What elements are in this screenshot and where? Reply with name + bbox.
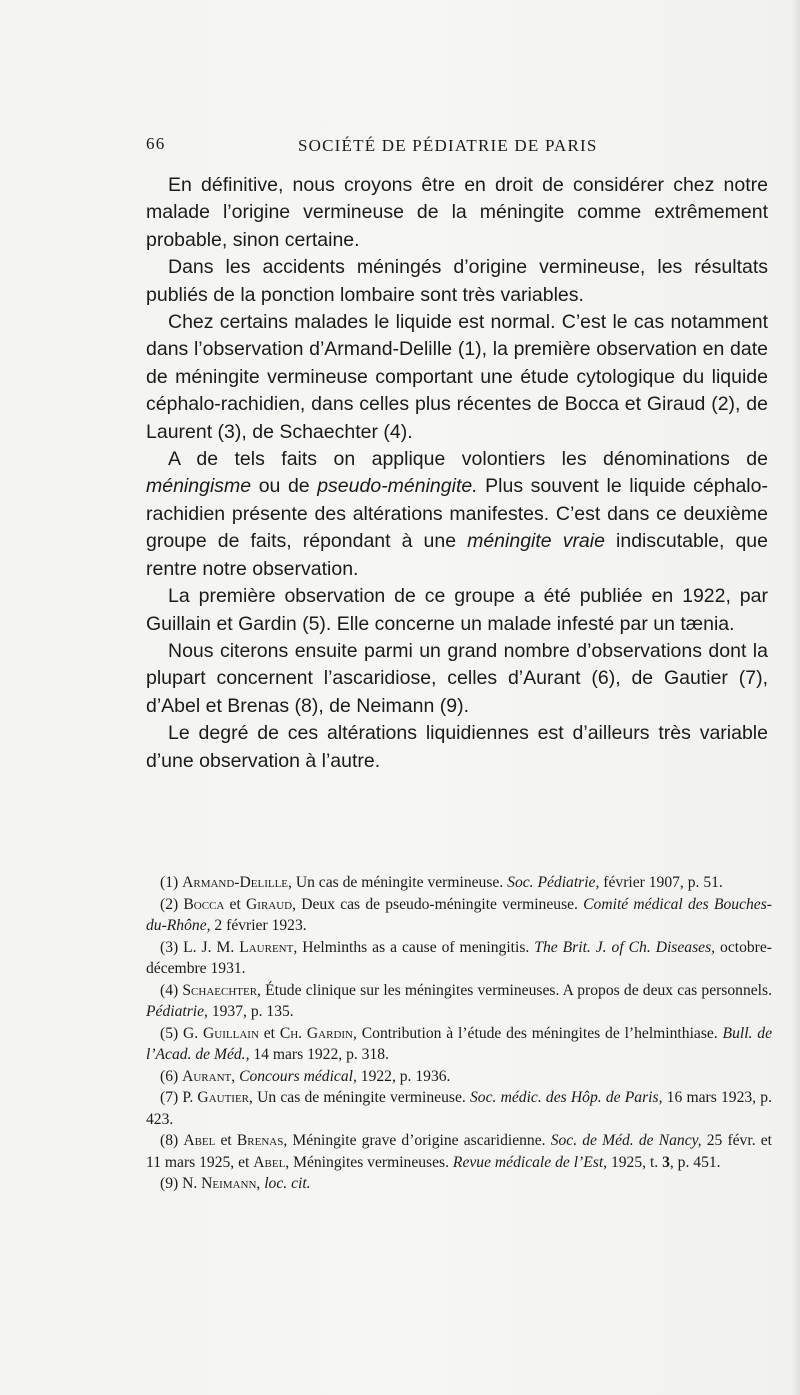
text-run: Le degré de ces altérations liquidiennes est d’ailleurs très variable d’une observation à l’autre. [146, 722, 768, 772]
text-run: octobre-décembre 1931. [146, 938, 772, 977]
italic-text: Comité médical des Bouches-du-Rhône, [146, 895, 772, 934]
footnote [146, 980, 772, 1023]
text-run: février 1907, p. 51. [599, 874, 723, 891]
author-name: P. Gautier, [182, 1089, 253, 1106]
text-run: 1925, t. [607, 1153, 663, 1171]
text-run: Dans les accidents méningés d’origine vermineuse, les résultats publiés de la ponction lombaire sont très variables. [146, 256, 768, 306]
text-run: Nous citerons ensuite parmi un grand nombre d’observations dont la plupart concernent l’ascaridiose, celles d’Aurant (6), de Gautier (7), d’Abel et Brenas (8), de Neimann (9). [146, 639, 768, 717]
text-run: Plus souvent le liquide céphalo-rachidien présente des altérations manifestes. C’est dans ce deuxième groupe de faits, répondant à une [146, 475, 768, 553]
text-run: Deux cas de pseudo-méningite vermineuse. [296, 895, 584, 913]
body-text [146, 172, 768, 775]
author-name: Ch. Gardin, [279, 1024, 357, 1042]
author-name: Armand-Delille, [182, 874, 292, 891]
text-run: Méningites vermineuses. [289, 1153, 453, 1171]
text-run: ou de [251, 475, 318, 498]
text-run: 1937, p. 135. [207, 1003, 294, 1020]
author-name: Brenas, [236, 1132, 288, 1149]
author-name: G. Guillain [183, 1024, 259, 1042]
text-run: (6) [160, 1067, 183, 1085]
italic-text: Pédiatrie, [146, 1003, 208, 1020]
author-name: Bocca [183, 895, 225, 913]
text-run: et [258, 1024, 280, 1042]
footnote [146, 1087, 772, 1130]
footnote [146, 937, 772, 980]
page-header [146, 134, 628, 160]
text-run: (3) [160, 938, 184, 956]
text-run: A de tels faits on applique volontiers les dénominations de [168, 448, 768, 471]
text-run: (4) [160, 981, 183, 999]
footnote [146, 1066, 772, 1088]
running-head: SOCIÉTÉ DE PÉDIATRIE DE PARIS [298, 136, 598, 155]
text-run: La première observation de ce groupe a été publiée en 1922, par Guillain et Gardin (5). Elle concerne un malade infesté par un tænia. [146, 585, 768, 635]
body-paragraph [146, 254, 768, 309]
italic-text: Concours médical, [239, 1067, 357, 1085]
text-run: Un cas de méningite vermineuse. [252, 1089, 470, 1106]
text-run: Contribution à l’étude des méningites de l’helminthiase. [356, 1024, 723, 1042]
page-edge-shadow [792, 0, 800, 1395]
text-run: 2 février 1923. [210, 917, 307, 934]
text-run: (5) [160, 1024, 184, 1042]
italic-text: méningite vraie [467, 530, 605, 553]
body-paragraph [146, 309, 768, 446]
text-run: (7) [160, 1089, 183, 1106]
footnote [146, 1023, 772, 1066]
text-run: 3 [662, 1153, 670, 1171]
italic-text: The Brit. J. of Ch. Diseases, [534, 938, 716, 956]
text-run: 1922, p. 1936. [356, 1067, 451, 1085]
page-number: 66 [146, 134, 166, 153]
footnote [146, 894, 772, 937]
italic-text: pseudo-méningite. [317, 475, 478, 498]
italic-text: Soc. de Méd. de Nancy, [550, 1132, 702, 1149]
footnotes [146, 872, 772, 1195]
author-name: Giraud, [246, 895, 297, 913]
author-name: N. Neimann, [182, 1175, 261, 1192]
body-paragraph [146, 172, 768, 254]
body-paragraph [146, 446, 768, 583]
text-run: et [224, 895, 247, 913]
text-run: (1) [160, 874, 183, 891]
text-run: En définitive, nous croyons être en droit de considérer chez notre malade l’origine vermineuse de la méningite comme extrêmement probable, sinon certaine. [146, 174, 768, 251]
text-run: , p. 451. [669, 1153, 721, 1171]
italic-text: Soc. Pédiatrie, [507, 874, 600, 891]
body-paragraph [146, 583, 768, 638]
italic-text: Soc. médic. des Hôp. de Paris, [469, 1089, 663, 1106]
footnote [146, 872, 772, 894]
author-name: Abel [183, 1132, 216, 1149]
text-run: Helminths as a cause of meningitis. [297, 938, 535, 956]
text-run: (9) [160, 1175, 183, 1192]
text-run: indiscutable, que rentre notre observation. [146, 530, 769, 580]
italic-text: Revue médicale de l’Est, [452, 1153, 608, 1171]
text-run: (2) [160, 895, 184, 913]
footnote [146, 1130, 772, 1173]
footnote [146, 1173, 772, 1195]
author-name: Aurant, [182, 1067, 236, 1085]
italic-text: Bull. de l’Acad. de Méd., [146, 1024, 772, 1063]
text-run: 25 févr. et 11 mars 1925, et [146, 1132, 772, 1171]
text-run: Chez certains malades le liquide est normal. C’est le cas notamment dans l’observation d’Armand-Delille (1), la première observation en date de méningite vermineuse comportant une étude cytologique du liquide céphalo-rachidien, dans celles plus récentes de Bocca et Giraud (2), de Laurent (3), de Schaechter (4). [146, 311, 768, 443]
author-name: L. J. M. Laurent, [183, 938, 298, 956]
text-run: Étude clinique sur les méningites vermineuses. A propos de deux cas personnels. [260, 981, 772, 999]
text-run: 14 mars 1922, p. 318. [249, 1046, 389, 1063]
text-run: Méningite grave d’origine ascaridienne. [287, 1132, 551, 1149]
text-run: et [215, 1132, 237, 1149]
italic-text: méningisme [146, 475, 252, 498]
body-paragraph [146, 720, 768, 775]
body-paragraph [146, 638, 768, 720]
author-name: Abel, [253, 1153, 290, 1171]
text-run: 16 mars 1923, p. 423. [146, 1089, 772, 1128]
text-run: (8) [160, 1132, 184, 1149]
italic-text: loc. cit. [264, 1175, 311, 1192]
author-name: Schaechter, [182, 981, 261, 999]
text-run: Un cas de méningite vermineuse. [291, 874, 508, 891]
